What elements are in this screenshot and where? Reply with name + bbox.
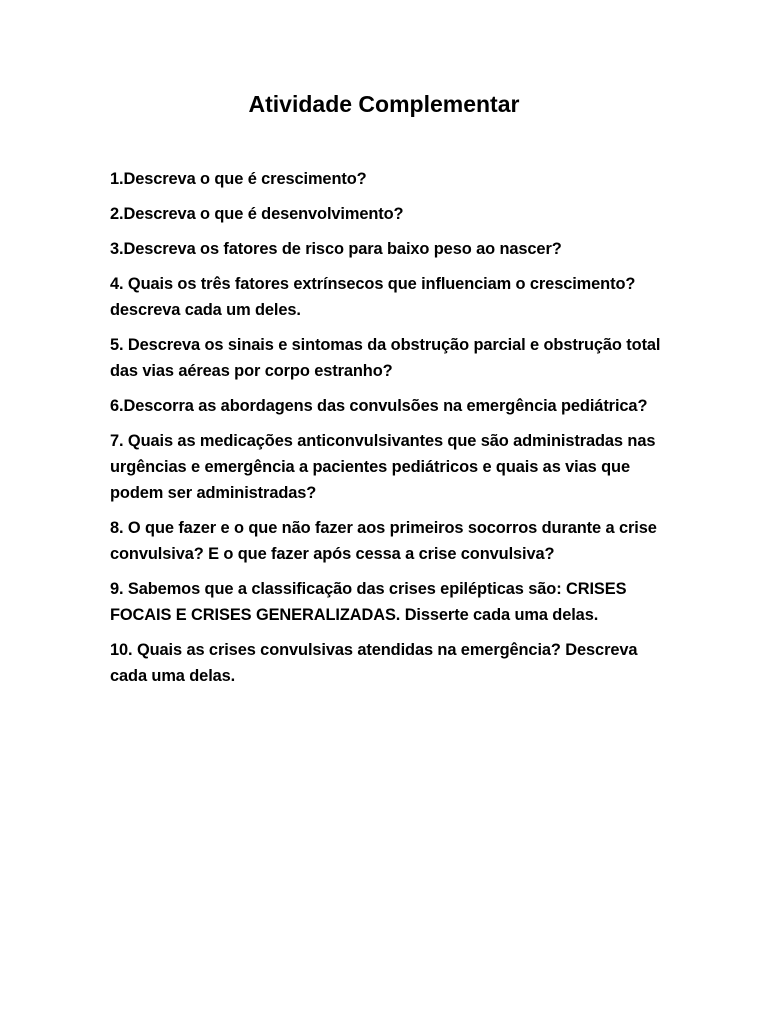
question-1: 1.Descreva o que é crescimento?	[110, 170, 367, 188]
question-4: 4. Quais os três fatores extrínsecos que influenciam o crescimento? descreva cada um deles.	[110, 275, 636, 319]
question-6: 6.Descorra as abordagens das convulsões na emergência pediátrica?	[110, 397, 648, 415]
question-2: 2.Descreva o que é desenvolvimento?	[110, 205, 404, 223]
question-7: 7. Quais as medicações anticonvulsivantes que são administradas nas urgências e emergência a pacientes pediátricos e quais as vias que podem ser administradas?	[110, 432, 656, 502]
question-list	[110, 166, 670, 698]
question-10: 10. Quais as crises convulsivas atendidas na emergência? Descreva cada uma delas.	[110, 641, 638, 685]
question-8: 8. O que fazer e o que não fazer aos primeiros socorros durante a crise convulsiva? E o que fazer após cessa a crise convulsiva?	[110, 519, 657, 563]
question-9: 9. Sabemos que a classificação das crises epilépticas são: CRISES FOCAIS E CRISES GENERALIZADAS. Disserte cada uma delas.	[110, 580, 627, 624]
page-title: Atividade Complementar	[248, 91, 520, 117]
question-3: 3.Descreva os fatores de risco para baixo peso ao nascer?	[110, 240, 562, 258]
question-5: 5. Descreva os sinais e sintomas da obstrução parcial e obstrução total das vias aéreas por corpo estranho?	[110, 336, 661, 380]
